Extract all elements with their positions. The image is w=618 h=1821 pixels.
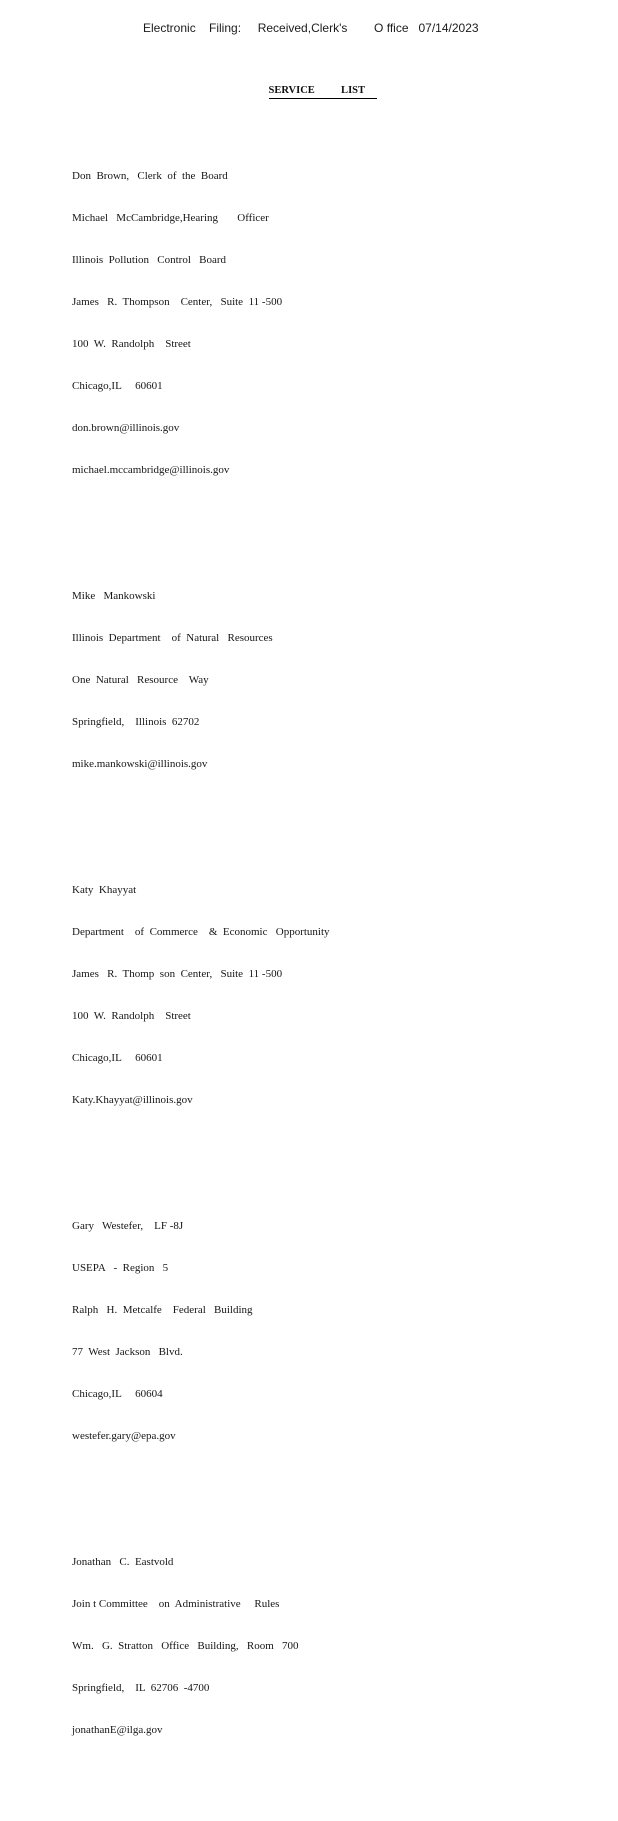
address-line: 77 West Jackson Blvd. [72, 1346, 183, 1358]
address-line: Springfield, IL 62706 -4700 [72, 1682, 210, 1694]
address-line: Department of Commerce & Economic Opportunity [72, 926, 330, 938]
address-line: Chicago,IL 60601 [72, 380, 163, 392]
address-block-don-brown [72, 141, 330, 505]
service-list-title-text: SERVICE LIST [269, 84, 378, 99]
address-line: Katy Khayyat [72, 884, 137, 896]
address-line: Chicago,IL 60604 [72, 1388, 163, 1400]
address-line: Wm. G. Stratton Office Building, Room 700 [72, 1640, 299, 1652]
address-line: James R. Thomp son Center, Suite 11 -500 [72, 968, 283, 980]
address-line: Join t Committee on Administrative Rules [72, 1598, 280, 1610]
address-block-katy-khayyat [72, 855, 330, 1135]
email-text: don.brown@illinois.gov [72, 422, 180, 434]
address-line: Michael McCambridge,Hearing Officer [72, 212, 269, 224]
address-line: Mike Mankowski [72, 590, 156, 602]
email-text: Katy.Khayyat@illinois.gov [72, 1094, 193, 1106]
address-block-gary-westefer [72, 1191, 330, 1471]
address-block-mike-mankowski [72, 561, 330, 799]
email-text: jonathanE@ilga.gov [72, 1724, 163, 1736]
email-text: mike.mankowski@illinois.gov [72, 758, 208, 770]
address-line: Illinois Pollution Control Board [72, 254, 227, 266]
address-line: James R. Thompson Center, Suite 11 -500 [72, 296, 283, 308]
address-line: Chicago,IL 60601 [72, 1052, 163, 1064]
email-text: michael.mccambridge@illinois.gov [72, 464, 230, 476]
address-line: 100 W. Randolph Street [72, 1010, 191, 1022]
address-line: Ralph H. Metcalfe Federal Building [72, 1304, 253, 1316]
address-line: Gary Westefer, LF -8J [72, 1220, 184, 1232]
email-text: westefer.gary@epa.gov [72, 1430, 176, 1442]
address-block-jonathan-eastvold [72, 1527, 330, 1765]
address-line: Don Brown, Clerk of the Board [72, 170, 228, 182]
address-line: 100 W. Randolph Street [72, 338, 191, 350]
address-line: Illinois Department of Natural Resources [72, 632, 273, 644]
address-line: Jonathan C. Eastvold [72, 1556, 174, 1568]
address-line: USEPA - Region 5 [72, 1262, 169, 1274]
address-line: Springfield, Illinois 62702 [72, 716, 200, 728]
electronic-filing-stamp: Electronic Filing: Received,Clerk's O ffice 07/14/2023 [143, 21, 479, 35]
address-line: One Natural Resource Way [72, 674, 209, 686]
service-list-content [72, 99, 330, 1821]
